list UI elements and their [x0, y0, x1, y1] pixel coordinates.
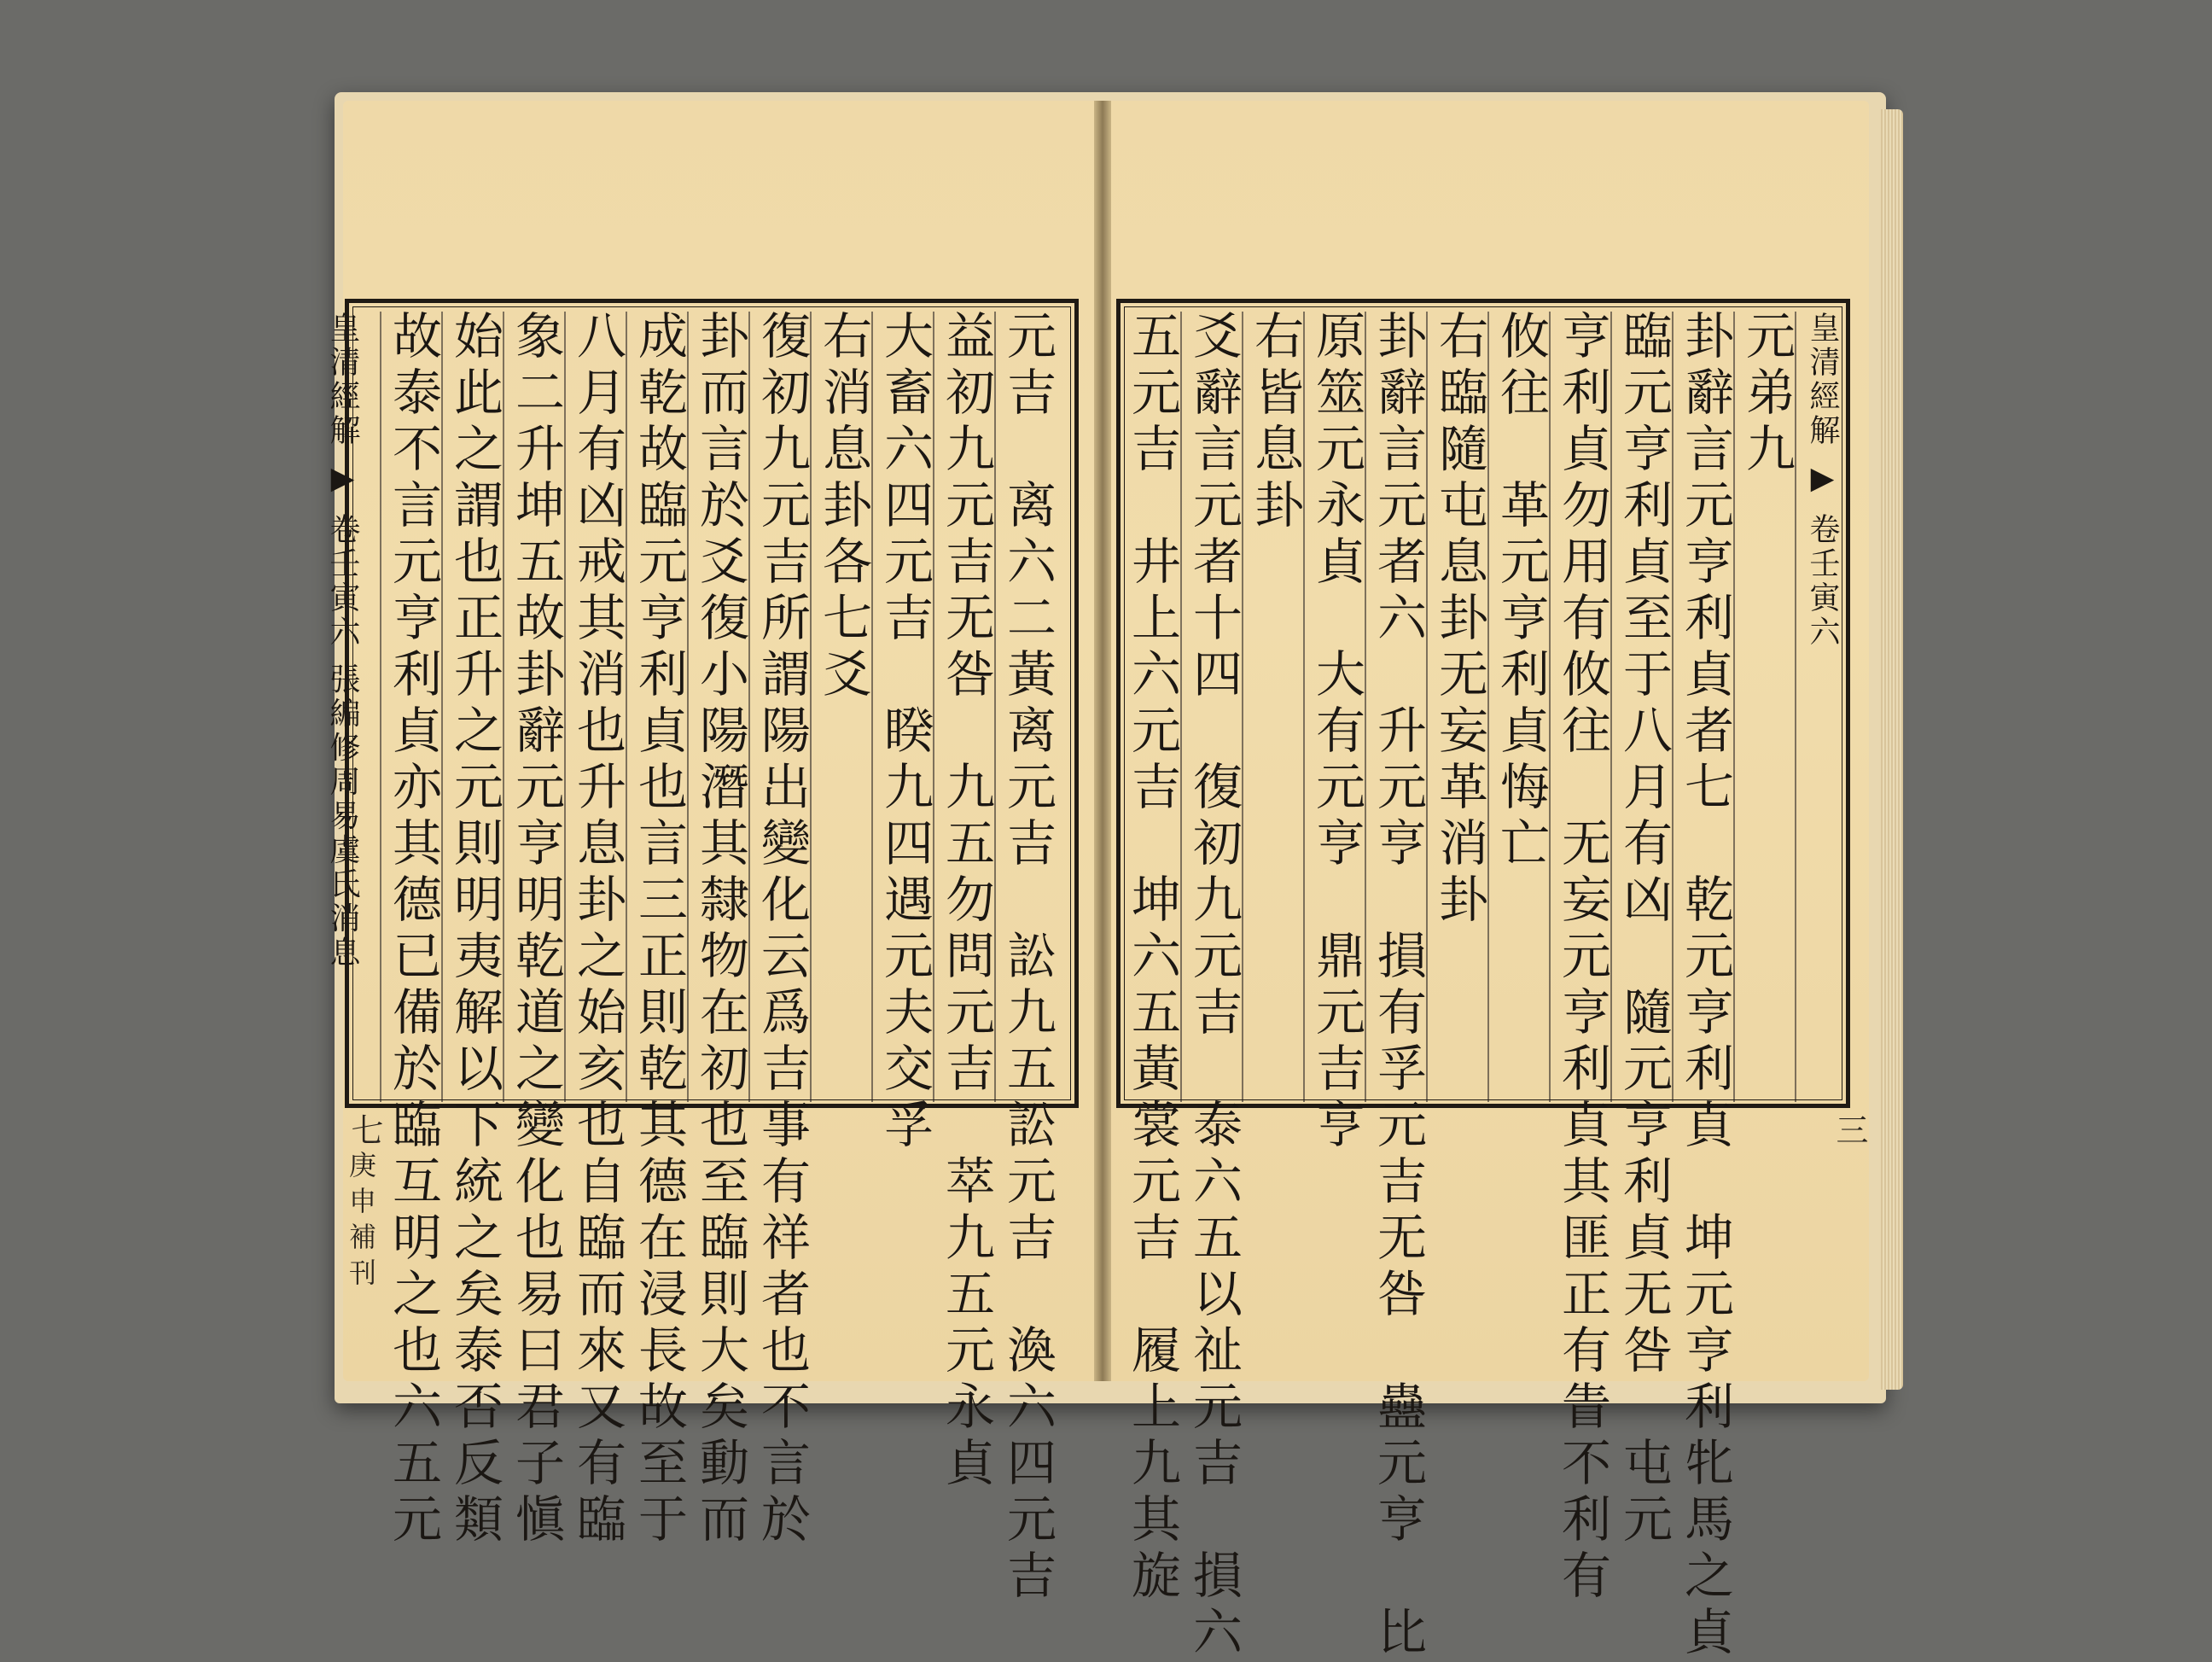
column-rule [994, 312, 996, 1102]
column-rule [810, 312, 812, 1102]
column-rule [687, 312, 689, 1102]
banxin-sub-text: 卷壬寅六 [1805, 512, 1840, 650]
right-text-frame [1116, 299, 1850, 1662]
left-page [325, 101, 1094, 1606]
column-rule [1426, 312, 1428, 1102]
column-rule [626, 312, 627, 1102]
column-rule [748, 312, 750, 1102]
book-gutter [1094, 101, 1111, 1381]
right-page [1111, 101, 1869, 1662]
left-column-10: 始此之謂也正升之元則明夷解以下統之矣泰否反類 [445, 310, 504, 1549]
banxin-note-text: 張編修周易虞氏消息 [325, 662, 360, 971]
left-banxin-title [323, 312, 361, 970]
column-rule [1610, 312, 1612, 1102]
left-column-2: 益初九元吉无咎 九五勿問元吉 萃九五元永貞 [937, 310, 995, 1493]
column-rule [1549, 312, 1551, 1102]
right-column-3: 臨元亨利貞至于八月有凶 隨元亨利貞无咎 屯元 [1615, 310, 1673, 1549]
right-banxin-title [1803, 312, 1841, 650]
book-spread [325, 92, 1886, 1662]
left-folio-number: 七 [346, 1113, 383, 1154]
banxin-title-text: 皇清經解 [1805, 312, 1840, 448]
column-rule [1303, 312, 1305, 1102]
left-column-8: 八月有凶戒其消也升息卦之始亥也自臨而來又有臨 [568, 310, 626, 1549]
column-rule [1672, 312, 1674, 1102]
column-rule [1795, 312, 1796, 1102]
right-column-9: 右皆息卦 [1246, 310, 1304, 535]
column-rule [933, 312, 934, 1102]
right-column-7: 卦辭言元者六 升元亨 損有孚元吉无咎 蠱元亨 比 [1369, 310, 1427, 1662]
left-folio-edition: 庚申補刊 [345, 1151, 377, 1294]
right-column-4: 亨利貞勿用有攸往 无妄元亨利貞其匪正有眚不利有 [1553, 310, 1611, 1606]
column-rule [1242, 312, 1243, 1102]
fish-tail-icon: ▶ [1805, 461, 1840, 500]
column-rule [564, 312, 566, 1102]
right-column-6: 右臨隨屯息卦无妄革消卦 [1430, 310, 1488, 930]
right-column-11: 五元吉 井上六元吉 坤六五黃裳元吉 履上九其旋 [1123, 310, 1181, 1606]
right-column-1: 元弟九 [1738, 310, 1796, 479]
left-column-11: 故泰不言元亨利貞亦其德已備於臨互明之也六五元 [384, 310, 442, 1549]
left-column-6: 卦而言於爻復小陽潛其隸物在初也至臨則大矣動而 [691, 310, 749, 1549]
column-rule [1365, 312, 1366, 1102]
left-column-9: 象二升坤五故卦辭元亨明乾道之變化也易曰君子愼 [507, 310, 565, 1549]
column-rule [1180, 312, 1182, 1102]
column-rule [1487, 312, 1489, 1102]
left-column-3: 大畜六四元吉 睽九四遇元夫交孚 [876, 310, 934, 1155]
right-column-10: 爻辭言元者十四 復初九元吉 泰六五以祉元吉 損六 [1185, 310, 1243, 1662]
column-rule [441, 312, 443, 1102]
banxin-title-text: 皇清經解 [325, 312, 360, 448]
column-rule [1733, 312, 1735, 1102]
left-column-4: 右消息卦各七爻 [814, 310, 872, 704]
right-column-2: 卦辭言元亨利貞者七 乾元亨利貞 坤元亨利牝馬之貞 [1676, 310, 1734, 1662]
left-column-7: 成乾故臨元亨利貞也言三正則乾其德在浸長故至于 [630, 310, 688, 1549]
column-rule [503, 312, 504, 1102]
right-column-5: 攸往 革元亨利貞悔亡 [1492, 310, 1550, 873]
column-rule [871, 312, 873, 1102]
column-rule [380, 312, 381, 1102]
right-column-8: 原筮元永貞 大有元亨 鼎元吉亨 [1307, 310, 1365, 1155]
fish-tail-icon: ▶ [325, 461, 360, 500]
banxin-sub-text: 卷壬寅六 [325, 512, 360, 650]
right-folio-number: 三 [1831, 1113, 1868, 1154]
left-column-5: 復初九元吉所謂陽出變化云爲吉事有祥者也不言於 [753, 310, 811, 1549]
left-column-1: 元吉 离六二黃离元吉 訟九五訟元吉 渙六四元吉 [998, 310, 1057, 1606]
